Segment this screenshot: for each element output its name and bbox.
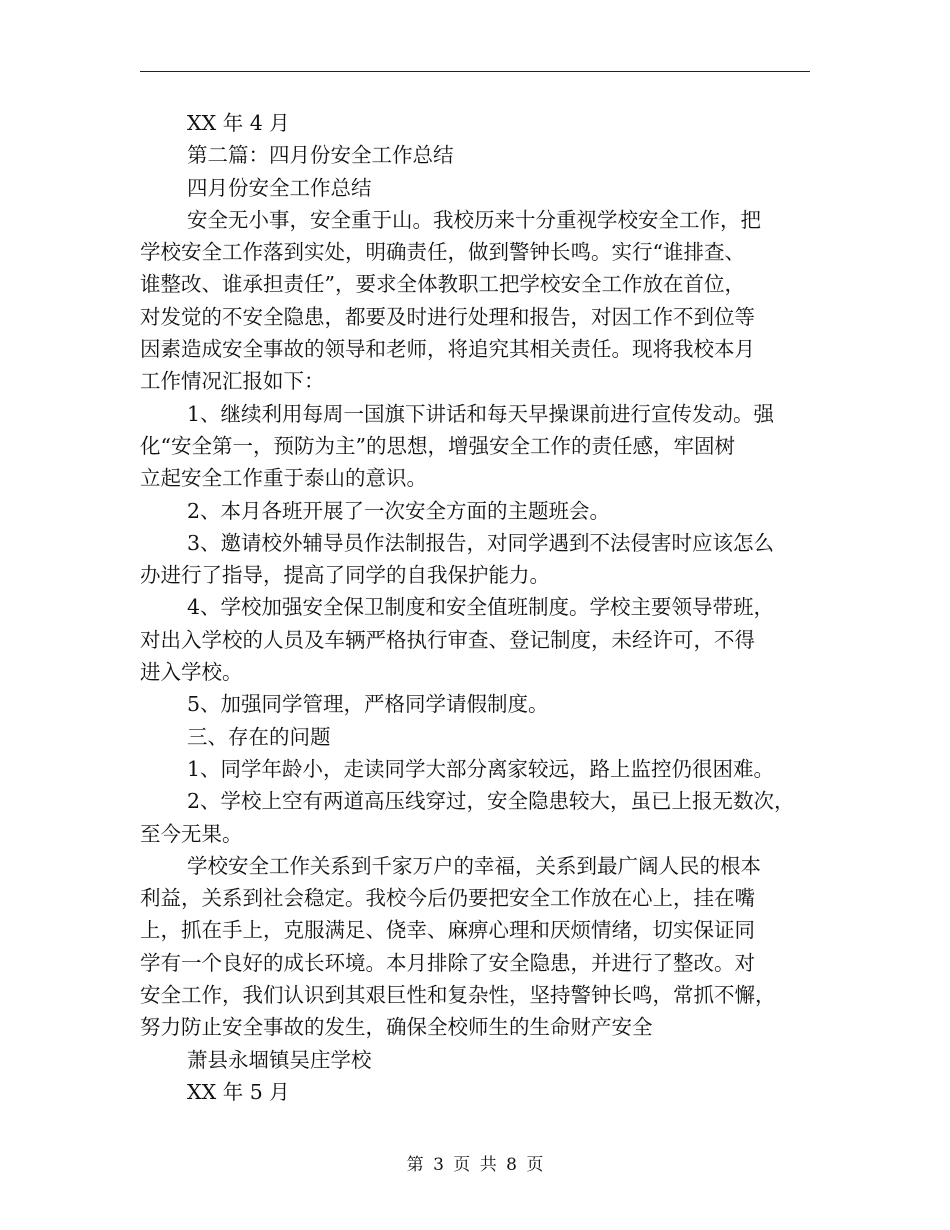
text-line: 5、加强同学管理，严格同学请假制度。: [187, 692, 549, 717]
text-line: 对发觉的不安全隐患，都要及时进行处理和报告，对因工作不到位等: [140, 304, 755, 329]
text-line: 安全无小事，安全重于山。我校历来十分重视学校安全工作，把: [187, 207, 761, 232]
text-line: 2、学校上空有两道高压线穿过，安全隐患较大，虽已上报无数次，: [187, 789, 795, 814]
document-body: [140, 107, 830, 1108]
text-line: 安全工作，我们认识到其艰巨性和复杂性，坚持警钟长鸣，常抓不懈，: [140, 983, 776, 1008]
text-line: 学校安全工作关系到千家万户的幸福，关系到最广阔人民的根本: [187, 853, 761, 878]
text-line: 上，抓在手上，克服满足、侥幸、麻痹心理和厌烦情绪，切实保证同: [140, 918, 755, 943]
text-line: 第二篇：四月份安全工作总结: [187, 143, 454, 168]
text-line: 学校安全工作落到实处，明确责任，做到警钟长鸣。实行“谁排查、: [140, 240, 745, 265]
text-line: 努力防止安全事故的发生，确保全校师生的生命财产安全: [140, 1015, 653, 1040]
text-line: 利益，关系到社会稳定。我校今后仍要把安全工作放在心上，挂在嘴: [140, 886, 755, 911]
text-line: XX 年 5 月: [187, 1079, 290, 1104]
text-line: 萧县永堌镇吴庄学校: [187, 1047, 372, 1072]
text-line: 化“安全第一，预防为主”的思想，增强安全工作的责任感，牢固树: [140, 433, 735, 458]
text-line: 办进行了指导，提高了同学的自我保护能力。: [140, 563, 550, 588]
text-line: 对出入学校的人员及车辆严格执行审查、登记制度，未经许可，不得: [140, 627, 755, 652]
text-line: 四月份安全工作总结: [187, 175, 372, 200]
text-line: 进入学校。: [140, 660, 243, 685]
text-line: 2、本月各班开展了一次安全方面的主题班会。: [187, 498, 611, 523]
text-line: 立起安全工作重于泰山的意识。: [140, 466, 427, 491]
header-rule: [140, 71, 810, 72]
page-number: 第 3 页 共 8 页: [406, 1155, 544, 1175]
text-line: 工作情况汇报如下：: [140, 369, 325, 394]
text-line: 1、继续利用每周一国旗下讲话和每天早操课前进行宣传发动。强: [187, 401, 775, 426]
text-line: 3、邀请校外辅导员作法制报告，对同学遇到不法侵害时应该怎么: [187, 530, 775, 555]
text-line: 因素造成安全事故的领导和老师，将追究其相关责任。现将我校本月: [140, 337, 755, 362]
text-line: 4、学校加强安全保卫制度和安全值班制度。学校主要领导带班，: [187, 595, 775, 620]
text-line: 三、存在的问题: [187, 724, 331, 749]
text-line: 至今无果。: [140, 821, 243, 846]
text-line: 学有一个良好的成长环境。本月排除了安全隐患，并进行了整改。对: [140, 950, 755, 975]
text-line: 1、同学年龄小，走读同学大部分离家较远，路上监控仍很困难。: [187, 756, 775, 781]
text-line: XX 年 4 月: [187, 111, 290, 135]
text-line: 谁整改、谁承担责任”，要求全体教职工把学校安全工作放在首位，: [140, 272, 745, 297]
